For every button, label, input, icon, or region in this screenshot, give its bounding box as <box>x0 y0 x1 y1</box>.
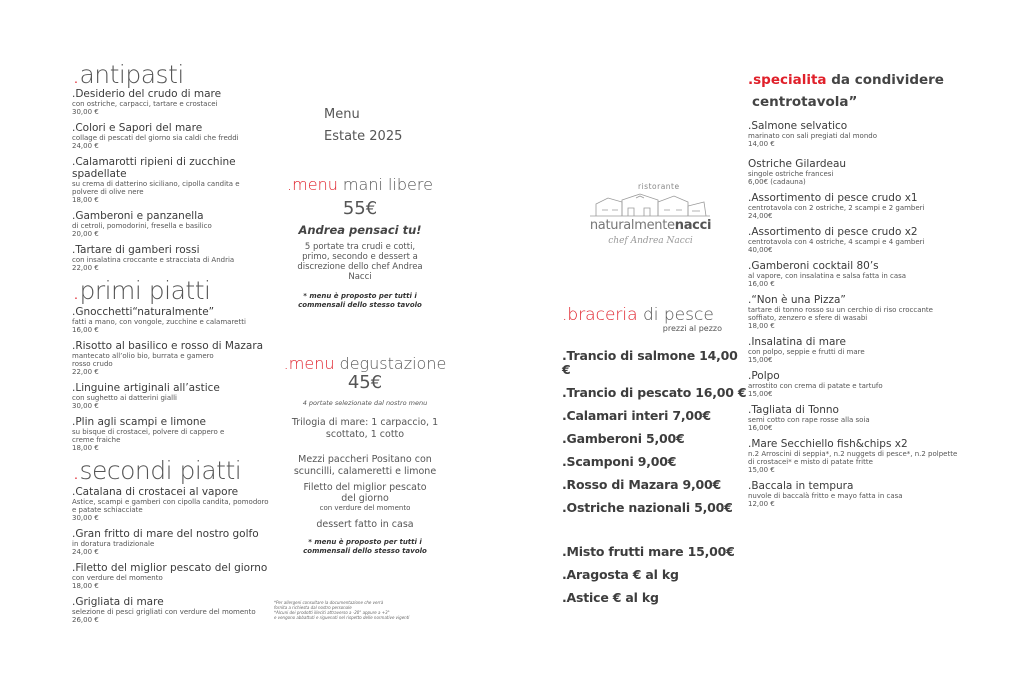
degustazione-sub: 4 portate selezionate dal nostro menu <box>302 399 428 407</box>
item-price: 24,00€ <box>748 212 773 220</box>
degustazione-note: * menu è proposto per tutti i commensali dello stesso tavolo <box>303 538 427 555</box>
menu-item <box>748 260 958 288</box>
item-price: 18,00 € <box>72 196 99 204</box>
degustazione-course: Filetto del miglior pescato del giorno <box>303 482 427 504</box>
heading-text: antipasti <box>79 60 184 89</box>
item-name: .Assortimento di pesce crudo x1 <box>748 192 918 204</box>
item-name: .Colori e Sapori del mare <box>72 122 203 134</box>
item-name: .“Non è una Pizza” <box>748 294 846 306</box>
footnote-line: *Per allergeni consultare la documentazione che verrà <box>274 600 384 605</box>
item-price: 30,00 € <box>72 108 99 116</box>
logo-top-text: ristorante <box>638 182 680 191</box>
braceria-item: .Aragosta € al kg <box>562 567 679 582</box>
heading-prefix: .menu <box>287 175 338 194</box>
menu-item <box>72 486 287 522</box>
item-desc: Astice, scampi e gamberi con cipolla candita, pomodoro e patate schiacciate <box>72 498 269 514</box>
item-price: 12,00 € <box>748 500 775 508</box>
item-desc: al vapore, con insalatina e salsa fatta in casa <box>748 272 907 280</box>
item-desc: arrostito con crema di patate e tartufo <box>748 382 883 390</box>
item-price: 16,00 € <box>72 326 99 334</box>
item-desc: con sughetto ai datterini gialli <box>72 394 177 402</box>
menu-item <box>72 382 287 410</box>
menu-item <box>748 294 958 330</box>
mani-libere-tagline: Andrea pensaci tu! <box>298 223 422 237</box>
item-name: .Baccala in tempura <box>748 480 854 492</box>
menu-item <box>72 210 287 238</box>
logo-signature: chef Andrea Nacci <box>608 236 693 246</box>
heading-text: da condividere <box>826 72 944 88</box>
item-price: 14,00 € <box>748 140 775 148</box>
mani-libere-note: * menu è proposto per tutti i commensali dello stesso tavolo <box>298 292 422 309</box>
specialita-list <box>748 120 958 508</box>
item-name: .Polpo <box>748 370 780 382</box>
specialita-heading <box>748 72 958 88</box>
item-price: 20,00 € <box>72 230 99 238</box>
secondi-list <box>72 486 287 624</box>
footnote-line: e vengono abbattuti e riguenati nel rispetto delle normative vigenti <box>274 615 410 620</box>
item-desc: con ostriche, carpacci, tartare e crostacei <box>72 100 218 108</box>
heading-dot: . <box>72 276 80 305</box>
item-price: 6,00€ (cadauna) <box>748 178 806 186</box>
item-desc: marinato con sali pregiati dal mondo <box>748 132 877 140</box>
item-desc: fatti a mano, con vongole, zucchine e calamaretti <box>72 318 246 326</box>
item-desc: centrotavola con 4 ostriche, 4 scampi e 4 gamberi <box>748 238 925 246</box>
heading-prefix: .braceria <box>562 305 638 325</box>
item-price: 30,00 € <box>72 514 99 522</box>
menu-item <box>748 336 958 364</box>
item-name: .Salmone selvatico <box>748 120 848 132</box>
braceria-item: .Gamberoni 5,00€ <box>562 431 685 446</box>
item-name: .Risotto al basilico e rosso di Mazara <box>72 340 264 352</box>
heading-text: di pesce <box>637 305 714 325</box>
heading-prefix: .specialita <box>748 72 827 88</box>
degustazione-course: dessert fatto in casa <box>316 519 414 530</box>
heading-dot: . <box>72 456 80 485</box>
item-name: .Plin agli scampi e limone <box>72 416 206 428</box>
item-desc: in doratura tradizionale <box>72 540 155 548</box>
item-price: 30,00 € <box>72 402 99 410</box>
item-desc: con verdure del momento <box>72 574 163 582</box>
menu-header <box>324 104 402 148</box>
menu-item <box>748 192 958 220</box>
degustazione-course-desc: con verdure del momento <box>319 504 411 512</box>
item-price: 40,00€ <box>748 246 773 254</box>
item-price: 16,00€ <box>748 424 773 432</box>
menu-item <box>72 156 287 204</box>
menu-item <box>72 416 287 452</box>
menu-item <box>72 306 287 334</box>
item-name: .Insalatina di mare <box>748 336 846 348</box>
secondi-heading <box>72 458 287 484</box>
item-desc: n.2 Arroscini di seppia*, n.2 nuggets di pesce*, n.2 polpette di crostacei* e misto di patate fritte <box>748 450 958 466</box>
item-name: .Linguine artiginali all’astice <box>72 382 220 394</box>
heading-text: degustazione <box>334 354 447 373</box>
logo-name-b: nacci <box>674 218 712 233</box>
menu-item <box>72 88 287 116</box>
item-desc: semi cotto con rape rosse alla soia <box>748 416 870 424</box>
specialita-section <box>748 72 958 514</box>
menu-item <box>72 528 287 556</box>
heading-text: secondi piatti <box>79 456 242 485</box>
menu-item <box>748 226 958 254</box>
braceria-item: .Trancio di pescato 16,00 € <box>562 385 747 400</box>
item-name: .Desiderio del crudo di mare <box>72 88 222 100</box>
menu-item <box>748 438 958 474</box>
mani-libere-price: 55€ <box>342 198 378 219</box>
menu-item <box>72 340 287 376</box>
item-desc: centrotavola con 2 ostriche, 2 scampi e 2 gamberi <box>748 204 925 212</box>
item-desc: collage di pescati del giorno sia caldi che freddi <box>72 134 239 142</box>
braceria-extra-list <box>562 545 747 605</box>
item-desc: mantecato all’olio bio, burrata e gamero rosso crudo <box>72 352 214 368</box>
item-desc: su bisque di crostacei, polvere di cappero e creme fraiche <box>72 428 225 444</box>
item-price: 18,00 € <box>748 322 775 330</box>
item-price: 15,00€ <box>748 390 773 398</box>
item-desc: di cetroli, pomodorini, fresella e basilico <box>72 222 212 230</box>
footnote-line: *Alcuni dei prodotti illeciti attraverso a -20° appure a +3° <box>274 610 390 615</box>
item-price: 15,00€ <box>748 356 773 364</box>
item-name: .Assortimento di pesce crudo x2 <box>748 226 918 238</box>
item-name: .Mare Secchiello fish&chips x2 <box>748 438 908 450</box>
item-name: .Catalana di crostacei al vapore <box>72 486 239 498</box>
braceria-item: .Calamari interi 7,00€ <box>562 408 711 423</box>
item-name: .Gamberoni cocktail 80’s <box>748 260 879 272</box>
item-price: 24,00 € <box>72 548 99 556</box>
item-price: 18,00 € <box>72 582 99 590</box>
item-name: .Filetto del miglior pescato del giorno <box>72 562 268 574</box>
primi-list <box>72 306 287 452</box>
specialita-subheading: centrotavola” <box>752 94 858 110</box>
heading-dot: . <box>72 60 80 89</box>
item-price: 26,00 € <box>72 616 99 624</box>
logo-name <box>588 218 713 233</box>
item-price: 22,00 € <box>72 368 99 376</box>
menu-item <box>748 404 958 432</box>
heading-prefix: .menu <box>283 354 335 373</box>
item-name: .Tartare di gamberi rossi <box>72 244 200 256</box>
menu-item <box>748 158 958 186</box>
menu-season: Estate 2025 <box>324 129 403 144</box>
item-desc: con polpo, seppie e frutti di mare <box>748 348 865 356</box>
menu-title: Menu <box>324 107 360 122</box>
braceria-item: .Trancio di salmone 14,00 € <box>562 348 738 377</box>
item-name: .Gamberoni e panzanella <box>72 210 204 222</box>
menu-item <box>72 122 287 150</box>
mani-libere-section <box>280 176 440 310</box>
braceria-list <box>562 349 747 515</box>
item-name: .Tagliata di Tonno <box>748 404 839 416</box>
braceria-heading <box>562 306 747 324</box>
menu-item <box>72 244 287 272</box>
item-name: .Calamarotti ripieni di zucchine spadellate <box>72 156 236 180</box>
item-desc: nuvole di baccalà fritto e mayo fatta in casa <box>748 492 903 500</box>
item-name: .Gnocchetti“naturalmente” <box>72 306 215 318</box>
braceria-item: .Scamponi 9,00€ <box>562 454 677 469</box>
item-desc: con insalatina croccante e stracciata di Andria <box>72 256 235 264</box>
item-price: 15,00 € <box>748 466 775 474</box>
item-name: .Grigliata di mare <box>72 596 164 608</box>
mani-libere-heading <box>280 176 440 194</box>
menu-item <box>748 120 958 148</box>
logo-name-a: naturalmente <box>589 218 675 233</box>
item-desc: su crema di datterino siciliano, cipolla candita e polvere di olive nere <box>72 180 240 196</box>
menu-item <box>72 562 287 590</box>
item-price: 22,00 € <box>72 264 99 272</box>
degustazione-price: 45€ <box>347 372 383 393</box>
left-column <box>72 62 287 630</box>
heading-text: primi piatti <box>79 276 211 305</box>
item-desc: tartare di tonno rosso su un cerchio di riso croccante soffiato, zenzero e sfere di wasabi <box>748 306 933 322</box>
restaurant-logo <box>588 180 713 255</box>
braceria-item: .Misto frutti mare 15,00€ <box>562 544 735 559</box>
antipasti-list <box>72 88 287 272</box>
footnote-line: fornita a richiesta dal nostro personale <box>274 605 352 610</box>
degustazione-section <box>275 355 455 556</box>
degustazione-heading <box>275 355 455 373</box>
degustazione-course: Mezzi paccheri Positano con scuncilli, calameretti e limone <box>293 454 437 477</box>
mani-libere-desc: 5 portate tra crudi e cotti, primo, secondo e dessert a discrezione dello chef Andrea Nacci <box>297 242 423 282</box>
allergen-footnote <box>274 600 424 620</box>
braceria-item: .Astice € al kg <box>562 590 659 605</box>
item-desc: singole ostriche francesi <box>748 170 834 178</box>
menu-item <box>748 370 958 398</box>
item-desc: selezione di pesci grigliati con verdure del momento <box>72 608 256 616</box>
degustazione-course: Trilogia di mare: 1 carpaccio, 1 scottato, 1 cotto <box>291 417 439 440</box>
item-name: .Gran fritto di mare del nostro golfo <box>72 528 259 540</box>
braceria-item: .Rosso di Mazara 9,00€ <box>562 477 722 492</box>
primi-heading <box>72 278 287 304</box>
braceria-section <box>562 306 747 614</box>
item-price: 24,00 € <box>72 142 99 150</box>
braceria-sub: prezzi al pezzo <box>662 324 722 333</box>
item-price: 18,00 € <box>72 444 99 452</box>
item-price: 16,00 € <box>748 280 775 288</box>
braceria-item: .Ostriche nazionali 5,00€ <box>562 500 733 515</box>
item-name: Ostriche Gilardeau <box>748 158 847 170</box>
menu-item <box>72 596 287 624</box>
antipasti-heading <box>72 62 287 88</box>
menu-item <box>748 480 958 508</box>
heading-text: mani libere <box>337 175 433 194</box>
